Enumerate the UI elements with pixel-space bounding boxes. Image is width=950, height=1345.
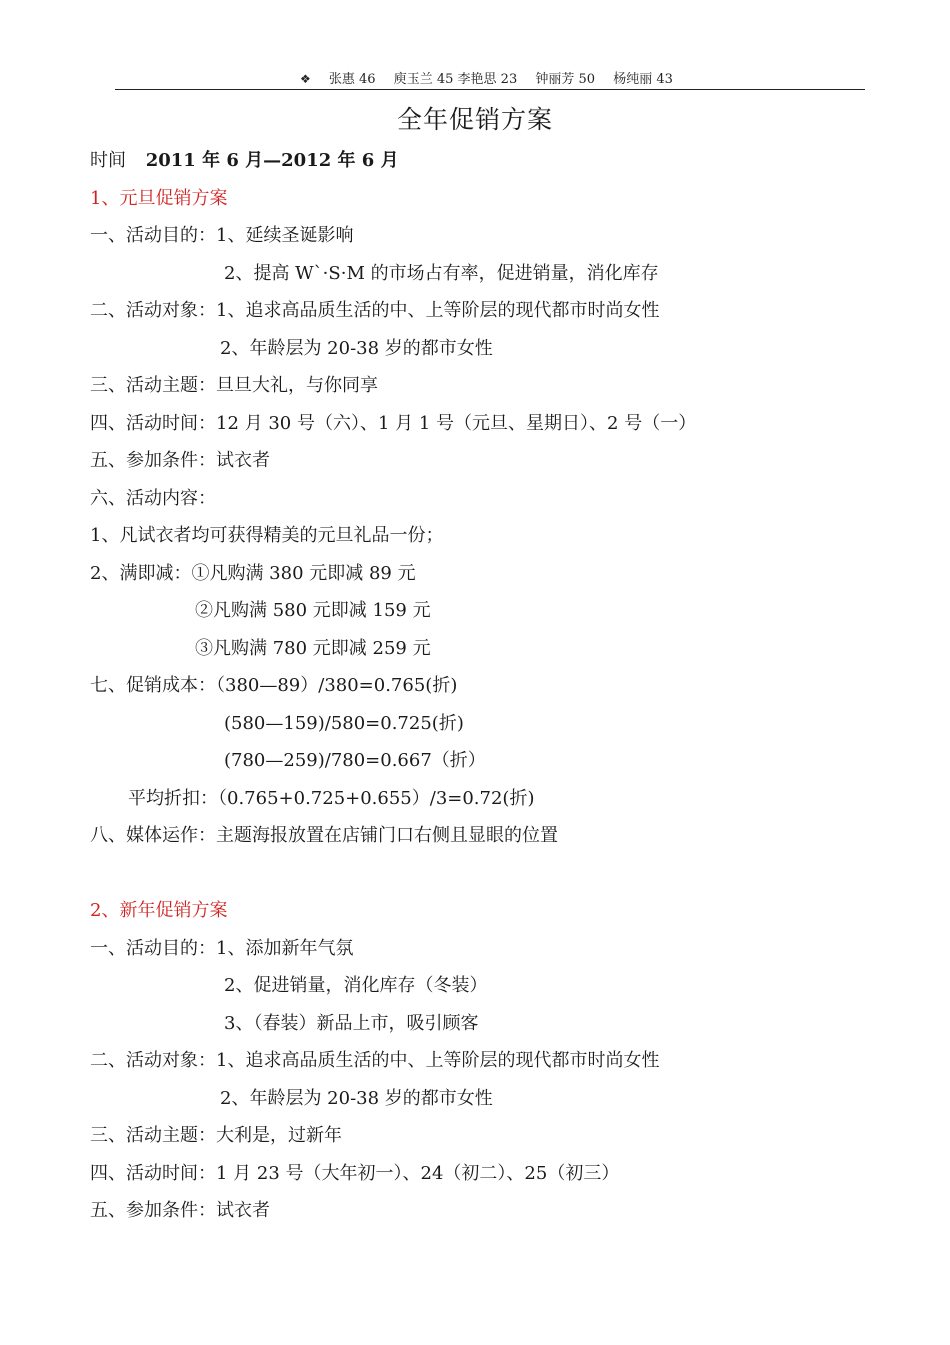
author-name: 庾玉兰 45 李艳思 23 xyxy=(393,72,518,87)
list-item: 2、年龄层为 20-38 岁的都市女性 xyxy=(220,338,493,359)
list-item: 三、活动主题：旦旦大礼，与你同享 xyxy=(90,375,378,396)
diamond-icon: ❖ xyxy=(300,72,311,86)
list-item: 八、媒体运作：主题海报放置在店铺门口右侧且显眼的位置 xyxy=(90,825,558,846)
list-item: (780—259)/780=0.667（折） xyxy=(224,750,486,771)
list-item: 二、活动对象：1、追求高品质生活的中、上等阶层的现代都市时尚女性 xyxy=(90,1050,660,1071)
author-name: 钟丽芳 50 xyxy=(535,72,596,87)
page-header xyxy=(300,68,687,87)
list-item: 2、提高 W`·S·M 的市场占有率，促进销量，消化库存 xyxy=(224,263,659,284)
list-item: 2、满即减：①凡购满 380 元即减 89 元 xyxy=(90,563,416,584)
page-title: 全年促销方案 xyxy=(396,105,553,134)
list-item: 五、参加条件：试衣者 xyxy=(90,1200,270,1221)
list-item: ②凡购满 580 元即减 159 元 xyxy=(195,600,431,621)
list-item: 三、活动主题：大利是，过新年 xyxy=(90,1125,342,1146)
list-item: 2、年龄层为 20-38 岁的都市女性 xyxy=(220,1088,493,1109)
section-heading: 1、元旦促销方案 xyxy=(90,188,228,209)
list-item: 1、凡试衣者均可获得精美的元旦礼品一份； xyxy=(90,525,444,546)
list-item: 四、活动时间：1 月 23 号（大年初一）、24（初二）、25（初三） xyxy=(90,1163,620,1184)
author-name: 杨纯丽 43 xyxy=(613,72,673,87)
list-item: ③凡购满 780 元即减 259 元 xyxy=(195,638,431,659)
author-name: 张惠 46 xyxy=(328,72,376,87)
list-item: 一、活动目的：1、延续圣诞影响 xyxy=(90,225,354,246)
list-item: 六、活动内容： xyxy=(90,488,216,509)
list-item: 四、活动时间：12 月 30 号（六）、1 月 1 号（元旦、星期日）、2 号（一） xyxy=(90,413,697,434)
list-item: (580—159)/580=0.725(折) xyxy=(224,713,464,734)
time-value: 2011 年 6 月—2012 年 6 月 xyxy=(145,150,399,171)
list-item: 一、活动目的：1、添加新年气氛 xyxy=(90,938,354,959)
header-divider xyxy=(115,89,865,90)
section-heading: 2、新年促销方案 xyxy=(90,900,228,921)
time-line xyxy=(90,149,399,173)
list-item: 七、促销成本：（380—89）/380=0.765(折) xyxy=(90,675,458,696)
list-item: 3、（春装）新品上市，吸引顾客 xyxy=(224,1013,479,1034)
time-label: 时间 xyxy=(90,150,126,171)
list-item: 平均折扣：（0.765+0.725+0.655）/3=0.72(折) xyxy=(128,788,535,809)
list-item: 五、参加条件：试衣者 xyxy=(90,450,270,471)
list-item: 2、促进销量，消化库存（冬装） xyxy=(224,975,488,996)
list-item: 二、活动对象：1、追求高品质生活的中、上等阶层的现代都市时尚女性 xyxy=(90,300,660,321)
